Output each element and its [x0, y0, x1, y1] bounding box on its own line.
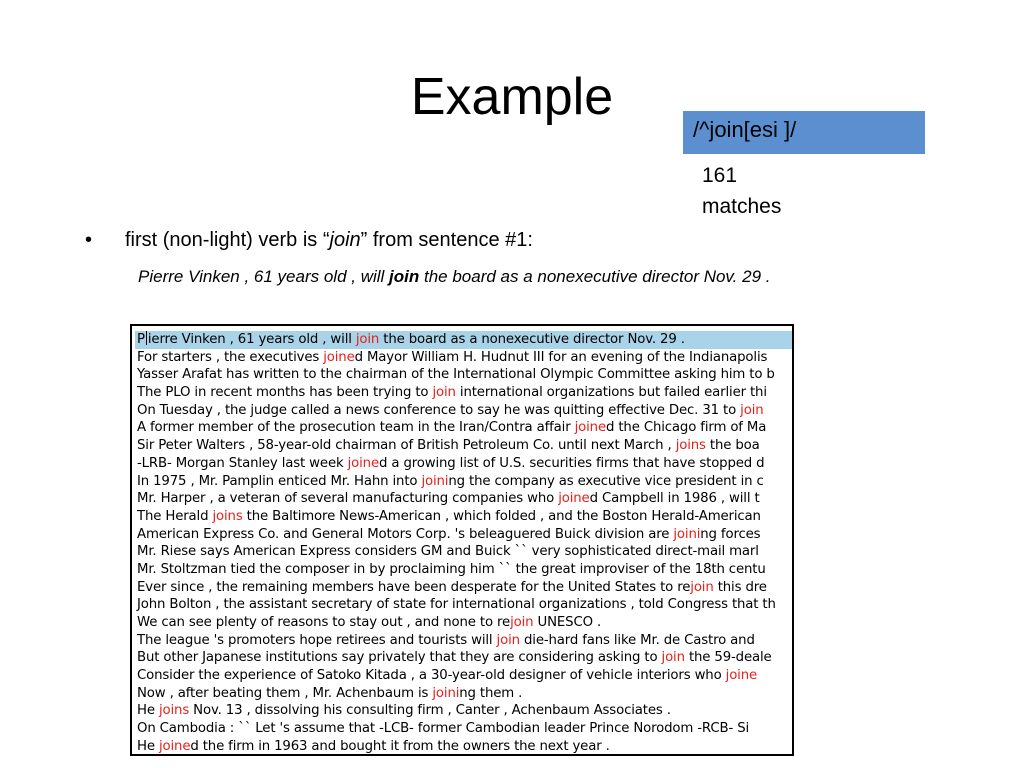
concordance-row-text-rest: ierre Vinken , 61 years old , will: [147, 332, 356, 347]
bullet-text: [125, 226, 533, 254]
concordance-row[interactable]: [135, 384, 792, 402]
match-count-label: [702, 160, 822, 222]
concordance-row-text-after: ng them .: [459, 685, 523, 701]
concordance-listing[interactable]: [130, 324, 794, 756]
concordance-row-text: The Herald: [137, 508, 213, 524]
concordance-row-text-after: the board as a nonexecutive director Nov. 29 .: [379, 332, 685, 347]
bullet-dot: •: [85, 229, 93, 251]
concordance-row-text: On Tuesday , the judge called a news conference to say he was quitting effective Dec. 31 to: [137, 402, 741, 418]
concordance-row-text: [137, 332, 356, 347]
bullet-text-verb: join: [329, 229, 361, 251]
concordance-row-text: John Bolton , the assistant secretary of state for international organizations , told Congress that th: [137, 597, 776, 613]
concordance-match-highlight: joine: [323, 349, 355, 365]
concordance-row-text: The league 's promoters hope retirees and tourists will: [137, 632, 497, 648]
concordance-row-text: Mr. Stoltzman tied the composer in by proclaiming him `` the great improviser of the 18th centu: [137, 561, 766, 577]
concordance-match-highlight: joins: [675, 438, 706, 454]
concordance-row[interactable]: [135, 614, 792, 632]
concordance-match-highlight: joins: [212, 508, 243, 524]
concordance-row-text: Ever since , the remaining members have been desperate for the United States to re: [137, 579, 691, 595]
concordance-row-text: Mr. Harper , a veteran of several manufacturing companies who: [137, 491, 559, 507]
concordance-row[interactable]: [135, 455, 792, 473]
example-sentence: [138, 265, 770, 289]
slide-title: Example: [410, 68, 614, 126]
bullet-text-before: first (non-light) verb is “: [125, 229, 330, 251]
concordance-match-highlight: joini: [673, 526, 701, 542]
concordance-row-text: Mr. Riese says American Express considers GM and Buick `` very sophisticated direct-mail marl: [137, 544, 759, 560]
concordance-row-text: A former member of the prosecution team in the Iran/Contra affair: [137, 420, 575, 436]
concordance-match-highlight: join: [355, 332, 380, 347]
concordance-row-text: American Express Co. and General Motors Corp. 's beleaguered Buick division are: [137, 526, 674, 542]
concordance-match-highlight: joini: [421, 473, 449, 489]
concordance-row[interactable]: [135, 685, 792, 703]
concordance-row-text: We can see plenty of reasons to stay out , and none to re: [137, 615, 511, 630]
concordance-match-highlight: join: [496, 632, 520, 648]
concordance-row[interactable]: [135, 490, 792, 508]
concordance-row[interactable]: [135, 702, 792, 720]
concordance-row-text: Yasser Arafat has written to the chairman of the International Olympic Committee asking him to b: [137, 367, 775, 383]
concordance-row-text-start: P: [137, 332, 145, 347]
concordance-match-highlight: joins: [158, 703, 190, 719]
concordance-row-text-after: UNESCO .: [533, 615, 602, 630]
concordance-row[interactable]: [135, 596, 792, 614]
example-sentence-verb: join: [389, 267, 420, 286]
concordance-row-text: For starters , the executives: [137, 349, 324, 365]
concordance-row-text-after: d Campbell in 1986 , will t: [589, 491, 760, 507]
concordance-row[interactable]: [135, 419, 792, 437]
concordance-row-text-after: ng the company as executive vice president in c: [448, 473, 764, 489]
concordance-row-text-after: international organizations but failed earlier thi: [455, 385, 767, 401]
text-cursor: [146, 331, 147, 345]
concordance-row-text: Now , after beating them , Mr. Achenbaum is: [137, 685, 433, 701]
concordance-match-highlight: join: [740, 402, 764, 418]
concordance-row-text: He: [137, 738, 159, 754]
concordance-row[interactable]: [135, 649, 792, 667]
regex-pattern: /^join[esi ]/: [693, 117, 797, 142]
concordance-match-highlight: join: [690, 579, 714, 595]
concordance-row[interactable]: [135, 667, 792, 685]
concordance-row[interactable]: [135, 508, 792, 526]
concordance-row-text: Sir Peter Walters , 58-year-old chairman of British Petroleum Co. until next March ,: [137, 438, 676, 454]
concordance-match-highlight: join: [661, 650, 685, 666]
concordance-row-text: On Cambodia : `` Let 's assume that -LCB- former Cambodian leader Prince Norodom -RCB- Si: [137, 721, 750, 737]
concordance-row[interactable]: [135, 543, 792, 561]
regex-pattern-box: [683, 111, 925, 154]
concordance-row-text: -LRB- Morgan Stanley last week: [137, 455, 348, 471]
match-count: 161: [702, 164, 738, 187]
concordance-row-text-after: d a growing list of U.S. securities firms that have stopped d: [379, 455, 765, 471]
concordance-row-text: He: [137, 703, 159, 719]
concordance-row[interactable]: [135, 526, 792, 544]
concordance-row-text-after: d Mayor William H. Hudnut III for an evening of the Indianapolis: [354, 349, 768, 365]
concordance-row[interactable]: [135, 366, 792, 384]
concordance-row[interactable]: [135, 473, 792, 491]
concordance-row-text-after: the boa: [705, 438, 760, 454]
concordance-row[interactable]: [135, 579, 792, 597]
concordance-match-highlight: join: [432, 385, 456, 401]
concordance-row-text-after: d the Chicago firm of Ma: [606, 420, 767, 436]
concordance-row-text-after: the Baltimore News-American , which folded , and the Boston Herald-American: [242, 508, 761, 524]
concordance-match-highlight: joini: [432, 685, 460, 701]
concordance-row[interactable]: [135, 402, 792, 420]
concordance-match-highlight: joine: [725, 668, 758, 684]
example-sentence-after: the board as a nonexecutive director Nov. 29 .: [419, 267, 771, 286]
concordance-row[interactable]: [135, 738, 792, 756]
concordance-row-text-after: die-hard fans like Mr. de Castro and: [519, 632, 755, 648]
concordance-row[interactable]: [135, 561, 792, 579]
concordance-match-highlight: joine: [574, 420, 606, 436]
match-count-unit: matches: [702, 195, 782, 218]
concordance-match-highlight: join: [510, 615, 534, 630]
concordance-row-text-after: this dre: [713, 579, 767, 595]
concordance-row-text: The PLO in recent months has been trying to: [137, 385, 433, 401]
concordance-row-text-after: the 59-deale: [684, 650, 772, 666]
concordance-match-highlight: joine: [558, 491, 590, 507]
concordance-row-text: Consider the experience of Satoko Kitada , a 30-year-old designer of vehicle interiors who: [137, 668, 726, 684]
example-sentence-before: Pierre Vinken , 61 years old , will: [138, 267, 390, 286]
concordance-row-text: But other Japanese institutions say privately that they are considering asking to: [137, 650, 662, 666]
concordance-match-highlight: joine: [347, 455, 379, 471]
concordance-row[interactable]: [135, 331, 792, 349]
concordance-row-text-after: Nov. 13 , dissolving his consulting firm , Canter , Achenbaum Associates .: [189, 703, 671, 719]
concordance-row[interactable]: [135, 632, 792, 650]
concordance-row[interactable]: [135, 437, 792, 455]
concordance-row-text: In 1975 , Mr. Pamplin enticed Mr. Hahn into: [137, 473, 422, 489]
concordance-row[interactable]: [135, 720, 792, 738]
concordance-match-highlight: joine: [158, 738, 191, 754]
bullet-text-after: ” from sentence #1:: [360, 229, 533, 251]
concordance-row-text-after: d the firm in 1963 and bought it from the owners the next year .: [190, 738, 610, 754]
concordance-row-text-after: ng forces: [700, 526, 761, 542]
concordance-row[interactable]: [135, 349, 792, 367]
